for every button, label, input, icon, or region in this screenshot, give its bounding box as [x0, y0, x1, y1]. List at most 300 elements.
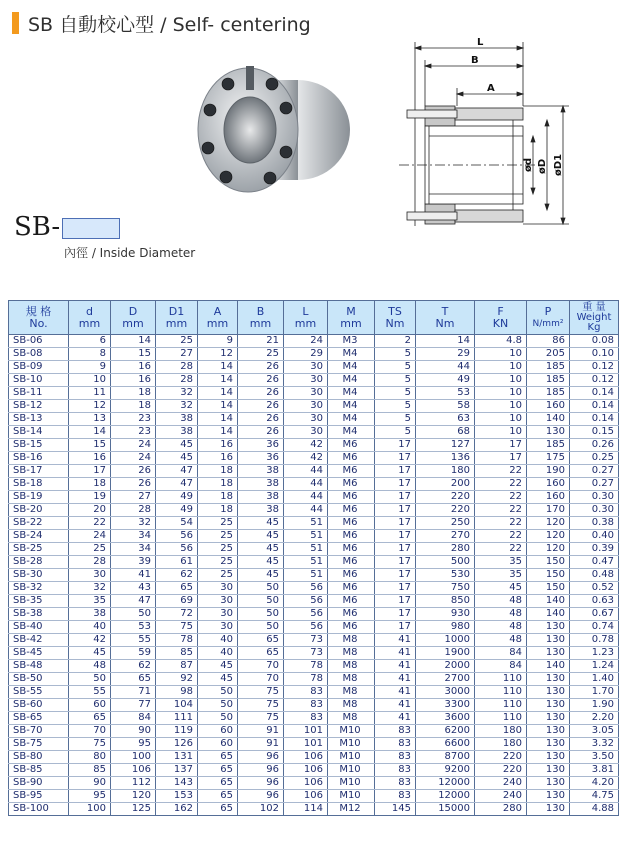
dim-a-label: A: [487, 83, 495, 94]
cell-b: 26: [238, 374, 284, 387]
cell-ts: 145: [375, 803, 416, 816]
cell-ts: 5: [375, 426, 416, 439]
cell-t: 280: [416, 543, 475, 556]
cell-f: 22: [475, 543, 527, 556]
cell-m: M10: [328, 738, 375, 751]
cell-d: 11: [69, 387, 111, 400]
cell-a: 14: [198, 361, 238, 374]
cell-b: 26: [238, 426, 284, 439]
cell-d1: 47: [156, 465, 198, 478]
cell-bigd: 18: [111, 387, 156, 400]
cell-m: M6: [328, 543, 375, 556]
cell-bigd: 50: [111, 608, 156, 621]
cell-bigd: 62: [111, 660, 156, 673]
cell-bigd: 43: [111, 582, 156, 595]
cell-m: M6: [328, 465, 375, 478]
table-row: [9, 335, 619, 348]
cell-d: 12: [69, 400, 111, 413]
cell-d1: 56: [156, 543, 198, 556]
cell-ts: 83: [375, 725, 416, 738]
cell-f: 10: [475, 426, 527, 439]
table-row: [9, 361, 619, 374]
cell-l: 51: [284, 569, 328, 582]
cell-ts: 17: [375, 608, 416, 621]
table-row: [9, 504, 619, 517]
cell-b: 26: [238, 387, 284, 400]
cell-b: 45: [238, 530, 284, 543]
cell-bigd: 23: [111, 426, 156, 439]
cell-d1: 45: [156, 452, 198, 465]
cell-d1: 87: [156, 660, 198, 673]
cell-l: 73: [284, 647, 328, 660]
cell-t: 6600: [416, 738, 475, 751]
cell-b: 75: [238, 686, 284, 699]
cell-m: M3: [328, 335, 375, 348]
cell-p: 185: [527, 387, 570, 400]
cell-no: SB-70: [9, 725, 69, 738]
cell-p: 130: [527, 790, 570, 803]
dim-d-label: ød: [523, 157, 534, 172]
cell-p: 140: [527, 595, 570, 608]
cell-l: 56: [284, 608, 328, 621]
cell-b: 36: [238, 439, 284, 452]
cell-p: 170: [527, 504, 570, 517]
inside-diameter-label: 內徑 / Inside Diameter: [64, 246, 196, 260]
cell-m: M8: [328, 712, 375, 725]
cell-l: 56: [284, 582, 328, 595]
cell-d: 80: [69, 751, 111, 764]
table-row: [9, 777, 619, 790]
cell-a: 9: [198, 335, 238, 348]
cell-p: 130: [527, 621, 570, 634]
dim-b-label: B: [471, 55, 479, 66]
cell-f: 240: [475, 777, 527, 790]
cell-a: 65: [198, 764, 238, 777]
cell-l: 51: [284, 556, 328, 569]
cell-b: 96: [238, 751, 284, 764]
cell-no: SB-45: [9, 647, 69, 660]
cell-t: 15000: [416, 803, 475, 816]
cell-m: M10: [328, 764, 375, 777]
cell-p: 140: [527, 608, 570, 621]
cell-weight: 1.70: [570, 686, 619, 699]
cell-f: 35: [475, 556, 527, 569]
cell-weight: 0.38: [570, 517, 619, 530]
cell-weight: 0.30: [570, 491, 619, 504]
cell-m: M4: [328, 387, 375, 400]
cell-m: M10: [328, 790, 375, 803]
cell-b: 45: [238, 517, 284, 530]
cell-d1: 27: [156, 348, 198, 361]
cell-m: M6: [328, 478, 375, 491]
cell-f: 22: [475, 517, 527, 530]
cell-m: M6: [328, 621, 375, 634]
cell-no: SB-24: [9, 530, 69, 543]
table-row: [9, 751, 619, 764]
cell-ts: 5: [375, 400, 416, 413]
cell-bigd: 14: [111, 335, 156, 348]
table-row: [9, 387, 619, 400]
cell-weight: 3.05: [570, 725, 619, 738]
cell-d: 95: [69, 790, 111, 803]
cell-d: 40: [69, 621, 111, 634]
cell-f: 48: [475, 621, 527, 634]
cell-weight: 0.26: [570, 439, 619, 452]
cell-d: 8: [69, 348, 111, 361]
cell-d: 55: [69, 686, 111, 699]
table-header-row: [9, 301, 619, 335]
inside-diameter-input[interactable]: [62, 218, 120, 239]
cell-d1: 38: [156, 426, 198, 439]
cell-d: 48: [69, 660, 111, 673]
cell-t: 1900: [416, 647, 475, 660]
cell-weight: 0.74: [570, 621, 619, 634]
cell-l: 30: [284, 361, 328, 374]
cell-d: 20: [69, 504, 111, 517]
cell-bigd: 32: [111, 517, 156, 530]
cell-f: 110: [475, 699, 527, 712]
cell-weight: 0.14: [570, 413, 619, 426]
cell-p: 140: [527, 660, 570, 673]
spec-table: [8, 300, 619, 816]
cell-m: M4: [328, 400, 375, 413]
cell-d: 30: [69, 569, 111, 582]
cell-weight: 3.32: [570, 738, 619, 751]
cell-t: 250: [416, 517, 475, 530]
cell-l: 44: [284, 478, 328, 491]
cell-no: SB-22: [9, 517, 69, 530]
cell-a: 60: [198, 725, 238, 738]
cell-ts: 41: [375, 673, 416, 686]
cell-b: 96: [238, 764, 284, 777]
cell-b: 45: [238, 543, 284, 556]
cell-t: 8700: [416, 751, 475, 764]
cell-bigd: 39: [111, 556, 156, 569]
cell-t: 200: [416, 478, 475, 491]
cell-m: M6: [328, 569, 375, 582]
cell-bigd: 41: [111, 569, 156, 582]
cell-f: 180: [475, 725, 527, 738]
cell-a: 65: [198, 790, 238, 803]
cell-d: 65: [69, 712, 111, 725]
table-row: [9, 400, 619, 413]
cell-no: SB-14: [9, 426, 69, 439]
cell-f: 22: [475, 478, 527, 491]
cell-b: 45: [238, 556, 284, 569]
cell-t: 58: [416, 400, 475, 413]
cell-d: 24: [69, 530, 111, 543]
cell-d: 60: [69, 699, 111, 712]
cell-m: M10: [328, 751, 375, 764]
cell-l: 78: [284, 673, 328, 686]
cell-p: 130: [527, 764, 570, 777]
cell-bigd: 120: [111, 790, 156, 803]
cell-t: 270: [416, 530, 475, 543]
cell-weight: 0.08: [570, 335, 619, 348]
cell-no: SB-35: [9, 595, 69, 608]
cell-m: M8: [328, 660, 375, 673]
cell-t: 3600: [416, 712, 475, 725]
dim-d1-label: øD1: [553, 153, 564, 176]
table-row: [9, 465, 619, 478]
cell-t: 3000: [416, 686, 475, 699]
cell-no: SB-17: [9, 465, 69, 478]
cell-no: SB-12: [9, 400, 69, 413]
cell-t: 6200: [416, 725, 475, 738]
cell-bigd: 100: [111, 751, 156, 764]
cell-ts: 41: [375, 660, 416, 673]
header-weight: 重 量 Weight Kg: [570, 301, 619, 335]
cell-d: 32: [69, 582, 111, 595]
cell-l: 30: [284, 387, 328, 400]
cell-ts: 17: [375, 465, 416, 478]
cell-ts: 17: [375, 517, 416, 530]
header-bigd: D mm: [111, 301, 156, 335]
cell-weight: 0.10: [570, 348, 619, 361]
cell-bigd: 53: [111, 621, 156, 634]
cell-b: 50: [238, 608, 284, 621]
cell-t: 1000: [416, 634, 475, 647]
cell-m: M6: [328, 517, 375, 530]
cell-no: SB-38: [9, 608, 69, 621]
cell-ts: 5: [375, 348, 416, 361]
cell-f: 84: [475, 647, 527, 660]
cell-a: 60: [198, 738, 238, 751]
cell-l: 42: [284, 439, 328, 452]
cell-f: 4.8: [475, 335, 527, 348]
header-a: A mm: [198, 301, 238, 335]
cell-b: 26: [238, 361, 284, 374]
cell-a: 65: [198, 751, 238, 764]
cell-t: 68: [416, 426, 475, 439]
cell-p: 130: [527, 426, 570, 439]
cell-weight: 2.20: [570, 712, 619, 725]
cell-b: 38: [238, 465, 284, 478]
cell-d1: 25: [156, 335, 198, 348]
cell-l: 73: [284, 634, 328, 647]
cell-f: 22: [475, 491, 527, 504]
cell-bigd: 16: [111, 374, 156, 387]
cell-m: M6: [328, 608, 375, 621]
cell-t: 180: [416, 465, 475, 478]
cell-d: 13: [69, 413, 111, 426]
cell-f: 240: [475, 790, 527, 803]
cell-m: M4: [328, 426, 375, 439]
cell-m: M6: [328, 491, 375, 504]
cell-b: 96: [238, 777, 284, 790]
cell-a: 16: [198, 452, 238, 465]
cell-bigd: 26: [111, 478, 156, 491]
header-p: P N/mm²: [527, 301, 570, 335]
cell-t: 220: [416, 504, 475, 517]
cell-d1: 131: [156, 751, 198, 764]
cell-no: SB-06: [9, 335, 69, 348]
cell-weight: 0.12: [570, 374, 619, 387]
cell-a: 45: [198, 660, 238, 673]
cell-d: 90: [69, 777, 111, 790]
cell-l: 78: [284, 660, 328, 673]
dimension-drawing: [385, 36, 585, 226]
header-no: 規 格 No.: [9, 301, 69, 335]
cell-a: 40: [198, 647, 238, 660]
header-t: T Nm: [416, 301, 475, 335]
table-row: [9, 608, 619, 621]
cell-weight: 1.40: [570, 673, 619, 686]
cell-p: 150: [527, 569, 570, 582]
cell-d1: 49: [156, 491, 198, 504]
header-d1: D1 mm: [156, 301, 198, 335]
table-row: [9, 348, 619, 361]
cell-b: 70: [238, 673, 284, 686]
cell-b: 50: [238, 595, 284, 608]
table-row: [9, 790, 619, 803]
cell-l: 83: [284, 712, 328, 725]
cell-d1: 61: [156, 556, 198, 569]
cell-d1: 49: [156, 504, 198, 517]
cell-l: 30: [284, 400, 328, 413]
cell-d1: 98: [156, 686, 198, 699]
cell-a: 18: [198, 504, 238, 517]
table-row: [9, 530, 619, 543]
cell-a: 30: [198, 621, 238, 634]
cell-weight: 4.75: [570, 790, 619, 803]
cell-l: 101: [284, 725, 328, 738]
cell-no: SB-08: [9, 348, 69, 361]
cell-ts: 17: [375, 621, 416, 634]
cell-m: M6: [328, 556, 375, 569]
cell-bigd: 84: [111, 712, 156, 725]
cell-b: 36: [238, 452, 284, 465]
cell-l: 44: [284, 504, 328, 517]
cell-p: 175: [527, 452, 570, 465]
cell-l: 83: [284, 699, 328, 712]
table-row: [9, 517, 619, 530]
cell-no: SB-28: [9, 556, 69, 569]
cell-m: M4: [328, 348, 375, 361]
cell-ts: 17: [375, 543, 416, 556]
cell-l: 106: [284, 751, 328, 764]
cell-a: 65: [198, 803, 238, 816]
cell-f: 17: [475, 439, 527, 452]
header-ts: TS Nm: [375, 301, 416, 335]
cell-d: 14: [69, 426, 111, 439]
cell-l: 24: [284, 335, 328, 348]
cell-no: SB-48: [9, 660, 69, 673]
cell-no: SB-30: [9, 569, 69, 582]
table-row: [9, 764, 619, 777]
cell-no: SB-42: [9, 634, 69, 647]
table-row: [9, 647, 619, 660]
cell-f: 48: [475, 595, 527, 608]
table-row: [9, 374, 619, 387]
header-b: B mm: [238, 301, 284, 335]
cell-bigd: 26: [111, 465, 156, 478]
cell-ts: 17: [375, 556, 416, 569]
cell-bigd: 90: [111, 725, 156, 738]
cell-f: 45: [475, 582, 527, 595]
cell-f: 110: [475, 673, 527, 686]
cell-m: M10: [328, 725, 375, 738]
cell-l: 51: [284, 517, 328, 530]
cell-bigd: 55: [111, 634, 156, 647]
cell-bigd: 77: [111, 699, 156, 712]
cell-b: 65: [238, 647, 284, 660]
cell-bigd: 24: [111, 452, 156, 465]
cell-d1: 143: [156, 777, 198, 790]
cell-d1: 28: [156, 361, 198, 374]
cell-d: 100: [69, 803, 111, 816]
cell-f: 22: [475, 530, 527, 543]
cell-b: 38: [238, 504, 284, 517]
cell-p: 130: [527, 686, 570, 699]
cell-d: 9: [69, 361, 111, 374]
cell-t: 750: [416, 582, 475, 595]
cell-m: M6: [328, 595, 375, 608]
cell-t: 44: [416, 361, 475, 374]
cell-a: 18: [198, 465, 238, 478]
cell-l: 51: [284, 530, 328, 543]
cell-bigd: 47: [111, 595, 156, 608]
cell-m: M8: [328, 634, 375, 647]
cell-t: 980: [416, 621, 475, 634]
cell-no: SB-55: [9, 686, 69, 699]
cell-ts: 5: [375, 387, 416, 400]
cell-t: 29: [416, 348, 475, 361]
cell-d1: 32: [156, 400, 198, 413]
cell-a: 30: [198, 608, 238, 621]
cell-weight: 4.88: [570, 803, 619, 816]
cell-no: SB-90: [9, 777, 69, 790]
cell-a: 50: [198, 712, 238, 725]
cell-ts: 83: [375, 790, 416, 803]
cell-bigd: 18: [111, 400, 156, 413]
cell-b: 102: [238, 803, 284, 816]
table-row: [9, 699, 619, 712]
cell-bigd: 59: [111, 647, 156, 660]
page-title: SB 自動校心型 / Self- centering: [28, 14, 311, 36]
cell-l: 106: [284, 764, 328, 777]
cell-no: SB-95: [9, 790, 69, 803]
cell-b: 26: [238, 413, 284, 426]
cell-a: 14: [198, 426, 238, 439]
cell-a: 14: [198, 400, 238, 413]
cell-no: SB-09: [9, 361, 69, 374]
cell-p: 160: [527, 478, 570, 491]
table-row: [9, 595, 619, 608]
cell-f: 220: [475, 751, 527, 764]
cell-ts: 17: [375, 452, 416, 465]
cell-no: SB-80: [9, 751, 69, 764]
table-row: [9, 712, 619, 725]
cell-p: 86: [527, 335, 570, 348]
cell-a: 18: [198, 478, 238, 491]
cell-a: 12: [198, 348, 238, 361]
cell-weight: 0.40: [570, 530, 619, 543]
title-accent-bar: [12, 12, 19, 34]
cell-t: 2700: [416, 673, 475, 686]
cell-weight: 0.12: [570, 361, 619, 374]
cell-weight: 0.47: [570, 556, 619, 569]
cell-a: 65: [198, 777, 238, 790]
cell-t: 136: [416, 452, 475, 465]
cell-d1: 47: [156, 478, 198, 491]
table-row: [9, 673, 619, 686]
cell-f: 10: [475, 361, 527, 374]
cell-a: 25: [198, 530, 238, 543]
cell-no: SB-65: [9, 712, 69, 725]
cell-d: 22: [69, 517, 111, 530]
cell-ts: 17: [375, 582, 416, 595]
